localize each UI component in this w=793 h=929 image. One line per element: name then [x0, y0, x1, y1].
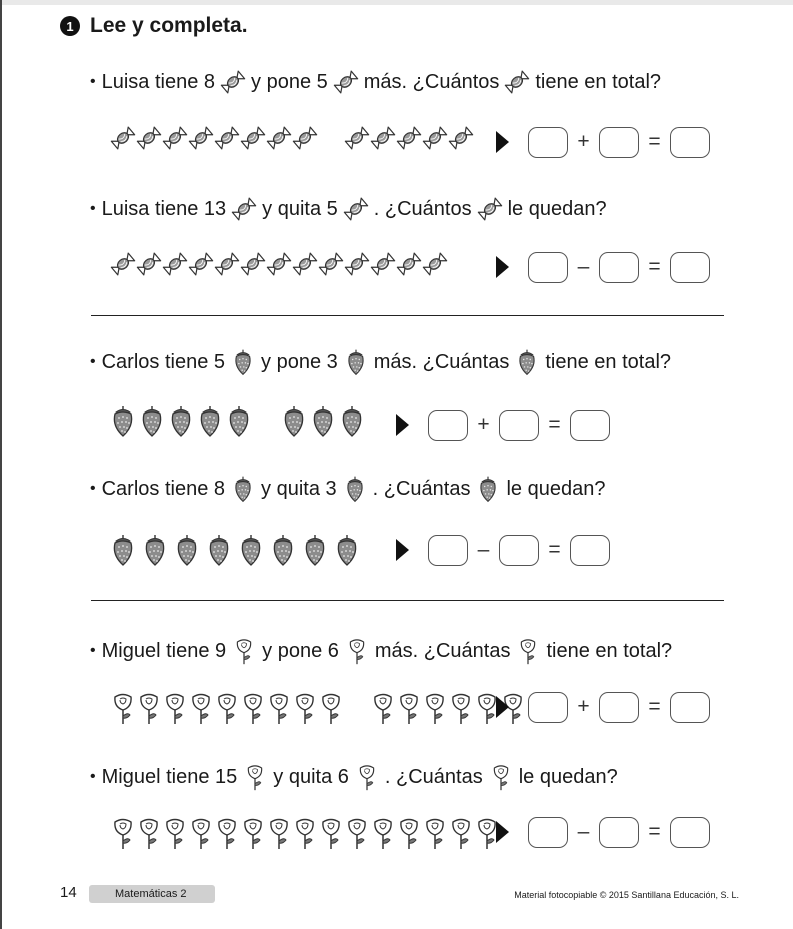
strawberry-icon — [341, 475, 369, 503]
answer-box[interactable] — [670, 252, 710, 283]
sentence-part: le quedan? — [507, 197, 607, 220]
candy-icon — [213, 124, 241, 158]
sentence-part: y quita 6 — [273, 765, 349, 788]
arrow-icon — [496, 131, 509, 153]
bullet: • — [90, 353, 96, 370]
answer-box[interactable] — [570, 535, 610, 566]
rose-icon — [239, 691, 267, 725]
answer-box[interactable] — [670, 692, 710, 723]
candy-icon — [265, 250, 293, 284]
rose-icon — [395, 691, 423, 725]
candy-icon — [317, 250, 345, 284]
arrow-icon — [496, 821, 509, 843]
candy-icon — [187, 250, 215, 284]
answer-box[interactable] — [599, 127, 639, 158]
sentence-part: Luisa tiene 8 — [101, 70, 216, 93]
strawberry-icon — [173, 533, 201, 567]
sentence-part: más. ¿Cuántos — [363, 70, 500, 93]
question-p1 — [90, 67, 661, 97]
sentence-part: le quedan? — [518, 765, 618, 788]
strawberry-icon — [301, 533, 329, 567]
question-p2 — [90, 194, 607, 224]
answer-box[interactable] — [599, 817, 639, 848]
rose-icon — [109, 691, 137, 725]
candy-icon — [135, 250, 163, 284]
rose-icon — [421, 816, 449, 850]
bullet: • — [90, 768, 96, 785]
answer-box[interactable] — [428, 410, 468, 441]
candy-icon — [291, 250, 319, 284]
strawberry-icon — [109, 533, 137, 567]
bullet: • — [90, 480, 96, 497]
strawberry-icon — [342, 348, 370, 376]
rose-icon — [135, 816, 163, 850]
operator-sign: – — [577, 820, 590, 843]
copyright-notice: Material fotocopiable © 2015 Santillana Educación, S. L. — [514, 890, 739, 900]
candy-icon — [395, 250, 423, 284]
equals-sign: = — [648, 255, 661, 278]
rose-icon — [447, 691, 475, 725]
page-number: 14 — [60, 884, 77, 901]
answer-box[interactable] — [528, 127, 568, 158]
strawberry-icon — [196, 404, 224, 438]
rose-icon — [343, 637, 371, 665]
sentence-part: tiene en total? — [546, 639, 673, 662]
candy-icon — [109, 250, 137, 284]
answer-box[interactable] — [670, 817, 710, 848]
equation-p5 — [496, 687, 710, 727]
sentence-part: más. ¿Cuántas — [373, 350, 510, 373]
strawberry-icon — [167, 404, 195, 438]
candy-icon — [395, 124, 423, 158]
rose-icon — [135, 691, 163, 725]
bullet: • — [90, 73, 96, 90]
strawberry-icon — [225, 404, 253, 438]
strawberry-icon — [513, 348, 541, 376]
answer-box[interactable] — [599, 252, 639, 283]
arrow-icon — [396, 539, 409, 561]
sentence-part: . ¿Cuántos — [373, 197, 472, 220]
strawberry-icon — [280, 404, 308, 438]
rose-icon — [187, 691, 215, 725]
candy-icon — [187, 124, 215, 158]
sentence-part: le quedan? — [506, 477, 606, 500]
item-row-p4 — [109, 531, 365, 569]
candy-icon — [343, 124, 371, 158]
answer-box[interactable] — [499, 535, 539, 566]
equation-p3 — [396, 405, 610, 445]
rose-icon — [187, 816, 215, 850]
operator-sign: – — [577, 255, 590, 278]
candy-icon — [343, 250, 371, 284]
bullet: • — [90, 200, 96, 217]
sentence-part: y quita 3 — [261, 477, 337, 500]
candy-icon — [369, 250, 397, 284]
arrow-icon — [396, 414, 409, 436]
equation-p1 — [496, 122, 710, 162]
sentence-part: Carlos tiene 5 — [101, 350, 226, 373]
section-divider — [91, 600, 724, 601]
rose-icon — [447, 816, 475, 850]
sentence-part: . ¿Cuántas — [384, 765, 483, 788]
rose-icon — [369, 691, 397, 725]
strawberry-icon — [229, 475, 257, 503]
rose-icon — [241, 763, 269, 791]
exercise-header — [60, 14, 248, 38]
candy-icon — [291, 124, 319, 158]
candy-icon — [239, 250, 267, 284]
rose-icon — [161, 691, 189, 725]
operator-sign: – — [477, 538, 490, 561]
item-row-p1 — [109, 122, 473, 160]
answer-box[interactable] — [528, 252, 568, 283]
question-p3 — [90, 347, 671, 377]
rose-icon — [317, 691, 345, 725]
sentence-part: tiene en total? — [535, 70, 662, 93]
candy-icon — [213, 250, 241, 284]
section-divider — [91, 315, 724, 316]
bullet: • — [90, 642, 96, 659]
item-row-p3 — [109, 402, 367, 440]
sentence-part: más. ¿Cuántas — [374, 639, 511, 662]
sentence-part: y pone 3 — [261, 350, 338, 373]
candy-icon — [239, 124, 267, 158]
rose-icon — [109, 816, 137, 850]
rose-icon — [353, 763, 381, 791]
equals-sign: = — [548, 538, 561, 561]
strawberry-icon — [237, 533, 265, 567]
strawberry-icon — [229, 348, 257, 376]
strawberry-icon — [333, 533, 361, 567]
candy-icon — [230, 195, 258, 223]
subject-label: Matemáticas 2 — [89, 885, 215, 903]
candy-icon — [503, 68, 531, 96]
rose-icon — [395, 816, 423, 850]
candy-icon — [109, 124, 137, 158]
rose-icon — [369, 816, 397, 850]
rose-icon — [291, 691, 319, 725]
top-bar — [0, 0, 793, 5]
answer-box[interactable] — [528, 692, 568, 723]
answer-box[interactable] — [428, 535, 468, 566]
equation-p4 — [396, 530, 610, 570]
rose-icon — [514, 637, 542, 665]
rose-icon — [230, 637, 258, 665]
question-p4 — [90, 474, 605, 504]
candy-icon — [476, 195, 504, 223]
candy-icon — [447, 124, 475, 158]
question-p5 — [90, 636, 672, 666]
rose-icon — [265, 816, 293, 850]
answer-box[interactable] — [670, 127, 710, 158]
equals-sign: = — [548, 413, 561, 436]
strawberry-icon — [141, 533, 169, 567]
question-p6 — [90, 762, 618, 792]
sentence-part: y pone 5 — [251, 70, 328, 93]
answer-box[interactable] — [528, 817, 568, 848]
candy-icon — [265, 124, 293, 158]
arrow-icon — [496, 256, 509, 278]
rose-icon — [291, 816, 319, 850]
rose-icon — [487, 763, 515, 791]
candy-icon — [332, 68, 360, 96]
strawberry-icon — [269, 533, 297, 567]
candy-icon — [161, 124, 189, 158]
strawberry-icon — [138, 404, 166, 438]
strawberry-icon — [338, 404, 366, 438]
strawberry-icon — [309, 404, 337, 438]
item-row-p5 — [109, 689, 525, 727]
equals-sign: = — [648, 130, 661, 153]
item-row-p6 — [109, 814, 499, 852]
candy-icon — [135, 124, 163, 158]
sentence-part: y pone 6 — [262, 639, 339, 662]
strawberry-icon — [205, 533, 233, 567]
arrow-icon — [496, 696, 509, 718]
exercise-number-badge: 1 — [60, 16, 80, 36]
exercise-title: Lee y completa. — [90, 14, 248, 37]
candy-icon — [342, 195, 370, 223]
item-row-p2 — [109, 248, 447, 286]
candy-icon — [219, 68, 247, 96]
rose-icon — [343, 816, 371, 850]
answer-box[interactable] — [499, 410, 539, 441]
strawberry-icon — [109, 404, 137, 438]
answer-box[interactable] — [570, 410, 610, 441]
operator-sign: + — [477, 413, 490, 436]
operator-sign: + — [577, 695, 590, 718]
strawberry-icon — [474, 475, 502, 503]
candy-icon — [421, 124, 449, 158]
left-margin-line — [0, 0, 2, 929]
equals-sign: = — [648, 695, 661, 718]
sentence-part: Luisa tiene 13 — [101, 197, 227, 220]
equation-p6 — [496, 812, 710, 852]
sentence-part: y quita 5 — [262, 197, 338, 220]
candy-icon — [369, 124, 397, 158]
sentence-part: Carlos tiene 8 — [101, 477, 226, 500]
candy-icon — [421, 250, 449, 284]
operator-sign: + — [577, 130, 590, 153]
sentence-part: tiene en total? — [545, 350, 672, 373]
rose-icon — [161, 816, 189, 850]
sentence-part: Miguel tiene 9 — [101, 639, 227, 662]
rose-icon — [239, 816, 267, 850]
answer-box[interactable] — [599, 692, 639, 723]
equation-p2 — [496, 247, 710, 287]
rose-icon — [317, 816, 345, 850]
equals-sign: = — [648, 820, 661, 843]
candy-icon — [161, 250, 189, 284]
rose-icon — [213, 691, 241, 725]
rose-icon — [213, 816, 241, 850]
rose-icon — [421, 691, 449, 725]
rose-icon — [265, 691, 293, 725]
sentence-part: Miguel tiene 15 — [101, 765, 238, 788]
sentence-part: . ¿Cuántas — [372, 477, 471, 500]
